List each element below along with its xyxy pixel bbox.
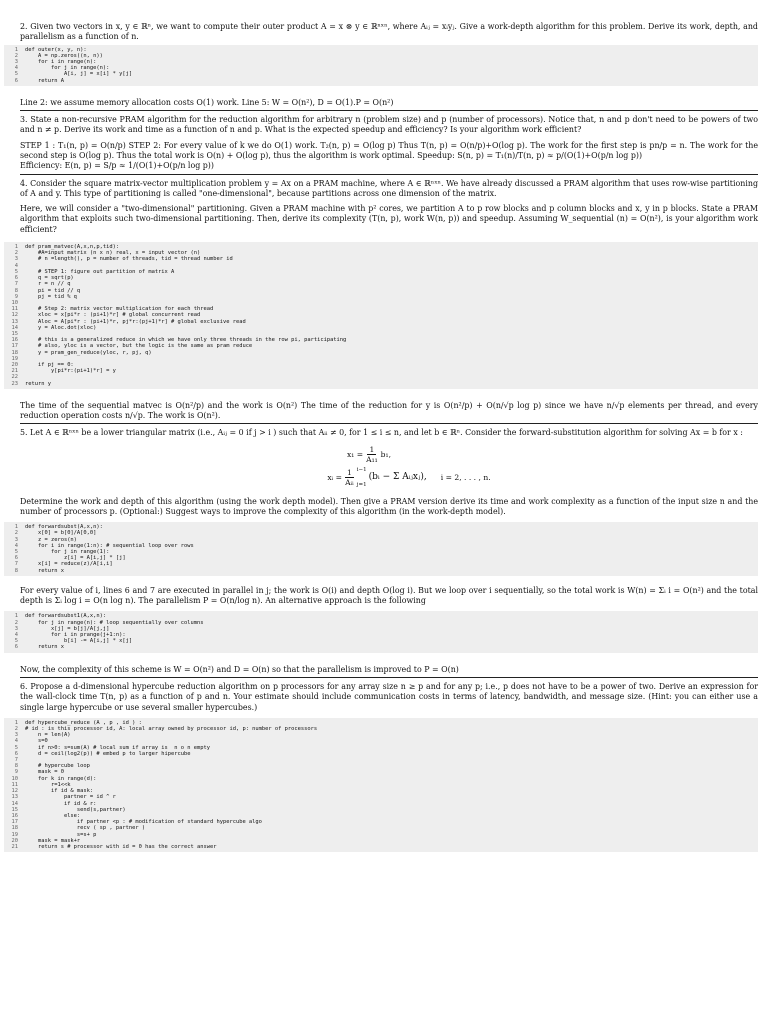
line-number: 8: [14, 567, 18, 574]
code-text: x[j] = b[j]/A[j,j]: [25, 625, 110, 632]
code-text: send(s,partner): [25, 806, 126, 813]
line-number: 1: [14, 524, 18, 531]
q5-text-3: For every value of i, lines 6 and 7 are executed in parallel in j; the work is O(i) and depth O(log i). But we loop over i sequentially, so the total work is W(n) = Σᵢ i = O(n²) and the total depth is Σᵢ log i = O(n log n). The parallelism P = O(n/log n). An alternative approach is the following: [20, 585, 758, 606]
code-text: return x: [25, 644, 64, 651]
code-text: r=1<<k: [25, 781, 71, 788]
code-line: [8, 568, 758, 574]
code-text: for i in range(1:n): # sequential loop over rows: [25, 542, 194, 549]
line-number: 14: [11, 324, 18, 331]
code-text: recv ( sp , partner ): [25, 825, 146, 832]
code-text: if pj == 0:: [25, 361, 74, 368]
line-number: 1: [14, 613, 18, 620]
q4-text: 4. Consider the square matrix-vector multiplication problem y = Ax on a PRAM machine, where A ∈ ℝⁿˣⁿ. We have already discussed a PRAM algorithm that uses row-wise partitioning of A and y. This type of partitioning is called "one-dimensional", because partitions across one dimension of the matrix.: [20, 178, 758, 198]
code-text: x[i] = reduce(z)/A[i,i]: [25, 561, 113, 568]
line-number: 12: [11, 788, 18, 795]
code-text: if id & r:: [25, 800, 97, 807]
line-number: 5: [14, 549, 18, 556]
line-number: 12: [11, 312, 18, 319]
q5-text-2: Determine the work and depth of this algorithm (using the work depth model). Then give a PRAM version derive its time and work complexity as a function of the input size n and the number of processors p. (Optional:) Suggest ways to improve the complexity of this algorithm (in the work-depth model).: [20, 496, 758, 516]
line-number: 17: [11, 819, 18, 826]
code-text: q = sqrt(p): [25, 275, 74, 282]
line-number: 3: [14, 732, 18, 739]
code-text: return y: [25, 380, 51, 387]
line-number: 18: [11, 349, 18, 356]
line-number: 4: [14, 262, 18, 269]
code-text: # hypercube loop: [25, 763, 90, 770]
forward-substitution-equations: [20, 445, 758, 488]
code-text: partner = id ^ r: [25, 794, 116, 801]
line-number: 4: [14, 65, 18, 72]
line-number: 7: [14, 281, 18, 288]
line-number: 3: [14, 536, 18, 543]
line-number: 2: [14, 52, 18, 59]
code-text: n = len(A): [25, 732, 71, 739]
eq2-num: 1: [346, 467, 352, 477]
q5-code-block-2: [4, 611, 758, 652]
line-number: 11: [11, 781, 18, 788]
code-text: b[i] -= A[i,j] * x[j]: [25, 638, 133, 645]
line-number: 1: [14, 46, 18, 53]
code-text: for k in range(d):: [25, 775, 97, 782]
code-text: if id & mask:: [25, 788, 94, 795]
line-number: 9: [14, 293, 18, 300]
eq1-rhs: b₁,: [380, 449, 391, 459]
line-number: 6: [14, 77, 18, 84]
line-number: 16: [11, 812, 18, 819]
line-number: 20: [11, 837, 18, 844]
eq1-fraction: [366, 445, 378, 464]
code-text: return x: [25, 567, 64, 574]
line-number: 13: [11, 318, 18, 325]
line-number: 9: [14, 769, 18, 776]
code-text: # this is a generalized reduce in which we have only three threads in the row pi, participating: [25, 337, 347, 344]
divider: [20, 110, 758, 111]
q6-text: 6. Propose a d-dimensional hypercube reduction algorithm on p processors for any array size n ≥ p and for any p; i.e., p does not have to be a power of two. Derive an expression for the wall-clock time T(n, p) as a function of p and n. Your estimate should include communication costs in terms of latency, bandwidth, and message size. (Hint: you can either use a single large hypercube or use several smaller hypercubes.): [20, 681, 758, 712]
line-number: 11: [11, 306, 18, 313]
line-number: 13: [11, 794, 18, 801]
code-text: s=s+ p: [25, 831, 97, 838]
line-number: 15: [11, 330, 18, 337]
eq1-lhs: x₁ =: [346, 449, 364, 459]
code-text: # also, yloc is a vector, but the logic is the same as pram reduce: [25, 343, 253, 350]
code-text: A[i, j] = x[i] * y[j]: [25, 71, 133, 78]
line-number: 2: [14, 726, 18, 733]
code-line: [8, 644, 758, 650]
q4-answer: The time of the sequential matvec is O(n²/p) and the work is O(n²) The time of the reduction for y is O(n²/p) + O(n/√p log p) since we have n/√p elements per thread, and every reduction operation costs n/√p. The work is O(n²).: [20, 400, 758, 421]
line-number: 23: [11, 380, 18, 387]
code-text: y = pram_gen_reduce(yloc, r, pj, q): [25, 349, 152, 356]
code-text: mask = mask+r: [25, 837, 81, 844]
code-line: [8, 78, 758, 84]
line-number: 8: [14, 763, 18, 770]
line-number: 10: [11, 299, 18, 306]
code-line: [8, 844, 758, 850]
line-number: 3: [14, 256, 18, 263]
line-number: 2: [14, 250, 18, 257]
line-number: 6: [14, 644, 18, 651]
q2-code-block: [4, 45, 758, 86]
line-number: 1: [14, 719, 18, 726]
q4-code-block: [4, 242, 758, 389]
eq2-fraction: [345, 468, 354, 487]
equation-x1: [0, 445, 758, 464]
line-number: 6: [14, 275, 18, 282]
divider: [20, 174, 758, 175]
divider: [20, 677, 758, 678]
line-number: 19: [11, 355, 18, 362]
line-number: 16: [11, 337, 18, 344]
line-number: 21: [11, 368, 18, 375]
code-text: return s # processor with id = 0 has the correct answer: [25, 843, 217, 850]
line-number: 2: [14, 530, 18, 537]
eq2-range: i = 2, . . . , n.: [440, 472, 491, 482]
code-text: return A: [25, 77, 64, 84]
code-text: y[pi*r:(pi+1)*r] = y: [25, 368, 116, 375]
code-text: def forwardsubst1(A,x,n):: [25, 613, 107, 620]
line-number: 4: [14, 632, 18, 639]
code-text: def pram_matvec(A,x,n,p,tid):: [25, 244, 120, 251]
line-number: 18: [11, 825, 18, 832]
eq2-sum-limits: [357, 467, 367, 488]
eq1-den: A₁₁: [366, 454, 378, 464]
line-number: 8: [14, 287, 18, 294]
line-number: 21: [11, 843, 18, 850]
line-number: 6: [14, 750, 18, 757]
q3-answer: STEP 1 : T₁(n, p) = O(n/p) STEP 2: For every value of k we do O(1) work. T₂(n, p) = O(log p) Thus T(n, p) = O(n/p)+O(log p). The work for the first step is pn/p = n. The work for the second step is O(log p). Thus the total work is O(n) + O(log p), thus the algorithm is work optimal. Speedup: S(n, p) = T₁(n)/T(n, p) ≈ p/(O(1)+O(p/n log p)): [20, 140, 758, 160]
line-number: 2: [14, 619, 18, 626]
code-text: else:: [25, 812, 81, 819]
line-number: 7: [14, 757, 18, 764]
line-number: 5: [14, 71, 18, 78]
code-text: # id : is this processor id, A: local array owned by processor id, p: number of processors: [25, 726, 318, 733]
code-text: A = np.zeros((n, n)): [25, 52, 103, 59]
divider: [20, 423, 758, 424]
q5-code-block-1: [4, 522, 758, 576]
line-number: 14: [11, 800, 18, 807]
code-text: xloc = x[pi*r : (pi+1)*r] # global concurrent read: [25, 312, 201, 319]
code-text: for j in range(n):: [25, 65, 110, 72]
q3-efficiency: Efficiency: E(n, p) = S/p ≈ 1/(O(1)+O(p/n log p)): [20, 161, 214, 171]
eq2-sum-group: [357, 467, 427, 488]
q3-text: 3. State a non-recursive PRAM algorithm for the reduction algorithm for arbitrary n (problem size) and p (number of processors). Notice that, n and p don't need to be powers of two and n ≠ p. Derive its work and time as a function of n and p. What is the expected speedup and efficiency? Is your algorithm work efficient?: [20, 115, 758, 135]
line-number: 19: [11, 831, 18, 838]
eq2-sum-top: i−1: [356, 466, 367, 473]
q4-text-2: Here, we will consider a "two-dimensional" partitioning. Given a PRAM machine with p² cores, we partition A to p row blocks and p column blocks and x, y in p blocks. State a PRAM algorithm that exploits such two-dimensional partitioning. Then, derive its complexity (T(n, p), work W(n, p)) and speedup. Assuming W_sequential (n) = O(n²), is your algorithm work efficient?: [20, 204, 758, 234]
line-number: 5: [14, 744, 18, 751]
line-number: 4: [14, 542, 18, 549]
line-number: 7: [14, 561, 18, 568]
code-line: [8, 381, 758, 387]
code-text: def outer(x, y, n):: [25, 46, 87, 53]
line-number: 15: [11, 806, 18, 813]
line-number: 20: [11, 361, 18, 368]
q5-answer: Now, the complexity of this scheme is W = O(n²) and D = O(n) so that the parallelism is improved to P = O(n): [20, 664, 459, 674]
code-text: for i in prange(j+1:n):: [25, 632, 126, 639]
code-text: z = zeros(n): [25, 536, 77, 543]
code-text: # Step 2: matrix vector multiplication for each thread: [25, 306, 214, 313]
line-number: 1: [14, 244, 18, 251]
code-text: pi = tid // q: [25, 287, 81, 294]
q2-answer: Line 2: we assume memory allocation costs O(1) work. Line 5: W = O(n²), D = O(1).P = O(n²): [20, 97, 394, 107]
line-number: 22: [11, 374, 18, 381]
eq2-body: (bᵢ − Σ Aᵢⱼxⱼ),: [368, 472, 427, 483]
code-text: # n =length(), p = number of threads, tid = thread number id: [25, 256, 233, 263]
q5-text: 5. Let A ∈ ℝⁿˣⁿ be a lower triangular matrix (i.e., Aᵢⱼ = 0 if j > i ) such that Aᵢᵢ ≠ 0, for 1 ≤ i ≤ n, and let b ∈ ℝⁿ. Consider the forward-substitution algorithm for solving Ax = b for x :: [20, 428, 743, 438]
line-number: 5: [14, 268, 18, 275]
code-text: if n>0: s=sum(A) # local sum if array is n o n empty: [25, 744, 210, 751]
line-number: 17: [11, 343, 18, 350]
code-text: pj = tid % q: [25, 293, 77, 300]
code-text: d = ceil(log2(p)) # embed p to larger hipercube: [25, 750, 191, 757]
code-text: x[0] = b[0]/A[0,0]: [25, 530, 97, 537]
code-text: for j in range(1):: [25, 549, 110, 556]
code-text: # STEP 1: figure out partition of matrix A: [25, 268, 175, 275]
eq1-num: 1: [369, 444, 375, 454]
code-text: def hypercube_reduce (A , p , id ) :: [25, 719, 142, 726]
q6-code-block: [4, 718, 758, 852]
equation-xi: [60, 467, 758, 488]
code-text: for j in range(n): # loop sequentially over columns: [25, 619, 204, 626]
code-text: #A=input matrix (n x n) real, x = input vector (n): [25, 250, 201, 257]
line-number: 3: [14, 59, 18, 65]
eq2-lhs: xᵢ =: [327, 472, 342, 482]
eq2-sum-bottom: j=1: [356, 481, 367, 488]
code-text: Aloc = A[pi*r : (pi+1)*r, pj*r:(pj+1)*r] # global exclusive read: [25, 318, 246, 325]
code-text: if partner <p : # modification of standard hypercube algo: [25, 819, 262, 826]
line-number: 4: [14, 738, 18, 745]
code-text: r = n // q: [25, 281, 71, 288]
code-text: def forwardsubst(A,x,n):: [25, 524, 103, 531]
eq2-den: Aᵢᵢ: [345, 477, 354, 487]
code-text: z[i] = A[i,j] * [j]: [25, 555, 126, 562]
code-text: mask = 0: [25, 769, 64, 776]
line-number: 3: [14, 625, 18, 632]
code-text: y = Aloc.dot(xloc): [25, 324, 97, 331]
code-text: s=0: [25, 738, 48, 745]
q2-text: 2. Given two vectors in x, y ∈ ℝⁿ, we want to compute their outer product A = x ⊗ y ∈ ℝⁿˣⁿ, where Aᵢⱼ = xᵢyⱼ. Give a work-depth algorithm for this problem. Derive its work, depth, and parallelism as a function of n.: [20, 22, 758, 42]
code-text: for i in range(n):: [25, 59, 97, 65]
line-number: 6: [14, 555, 18, 562]
line-number: 5: [14, 638, 18, 645]
line-number: 10: [11, 775, 18, 782]
document-page: [11, 16, 758, 852]
